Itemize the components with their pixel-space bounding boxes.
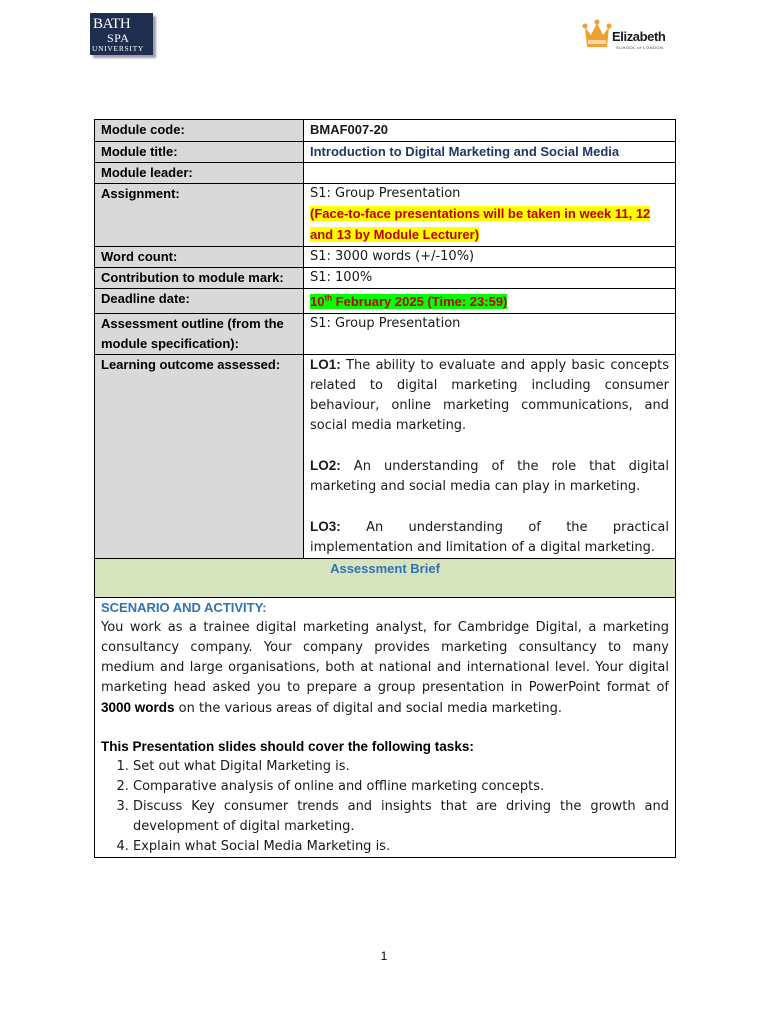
scenario-heading: SCENARIO AND ACTIVITY: <box>101 600 267 616</box>
table-row <box>95 120 676 142</box>
table-row <box>95 289 676 314</box>
deadline-label: Deadline date: <box>95 289 304 314</box>
elizabeth-school-logo <box>582 17 672 53</box>
learning-outcome-2 <box>310 456 669 497</box>
word-count-label: Word count: <box>95 247 304 268</box>
assignment-label: Assignment: <box>95 184 304 247</box>
table-row <box>95 559 676 598</box>
learning-outcome-label: Learning outcome assessed: <box>95 355 304 559</box>
module-code-value <box>304 120 676 142</box>
lo3-text: An understanding of the practical implementation and limitation of a digital marketing. <box>310 520 669 556</box>
crown-icon <box>582 17 612 51</box>
module-title-label: Module title: <box>95 142 304 163</box>
scenario-text-part-1: You work as a trainee digital marketing analyst, for Cambridge Digital, a marketing consultancy company. Your company provides marketing consultancy to many medium and large organisations, both at national and international level. Your digital marketing head asked you to prepare a group presentation in PowerPoint format of <box>101 620 669 696</box>
lo3-key: LO3: <box>310 519 341 535</box>
module-code-label: Module code: <box>95 120 304 142</box>
logo-text-university: UNIVERSITY <box>92 44 144 53</box>
scenario-text-part-2: on the various areas of digital and social media marketing. <box>174 701 563 717</box>
scenario-text <box>101 618 669 719</box>
table-row <box>95 247 676 268</box>
deadline-date <box>310 294 507 309</box>
deadline-value <box>304 289 676 314</box>
learning-outcome-3 <box>310 517 669 558</box>
deadline-ordinal: th <box>324 294 333 303</box>
deadline-rest: February 2025 (Time: 23:59) <box>332 294 508 310</box>
logo-text-bath: BATH <box>93 16 131 32</box>
assignment-value <box>304 184 676 247</box>
assessment-brief-body <box>95 598 676 858</box>
assessment-info-table <box>94 119 676 858</box>
learning-outcome-value <box>304 355 676 559</box>
lo1-key: LO1: <box>310 357 341 373</box>
page-number: 1 <box>380 949 388 963</box>
assignment-type: S1: Group Presentation <box>310 186 461 201</box>
table-row <box>95 314 676 355</box>
assignment-note: (Face-to-face presentations will be taken in week 11, 12 and 13 by Module Lecturer) <box>310 206 651 242</box>
bath-spa-university-logo <box>90 13 153 55</box>
module-title-value: Introduction to Digital Marketing and Social Media <box>304 142 676 163</box>
logo-text-elizabeth: Elizabeth <box>612 29 666 44</box>
deadline-day: 10 <box>310 294 325 310</box>
table-row <box>95 355 676 559</box>
table-row <box>95 598 676 858</box>
outline-label: Assessment outline (from the module specification): <box>95 314 304 355</box>
contribution-value: S1: 100% <box>304 268 676 289</box>
word-count-value: S1: 3000 words (+/-10%) <box>304 247 676 268</box>
table-row <box>95 268 676 289</box>
table-row <box>95 163 676 184</box>
list-item: 4. Explain what Social Media Marketing is. <box>133 837 669 857</box>
list-item: 2. Comparative analysis of online and offline marketing concepts. <box>133 777 669 797</box>
outline-value: S1: Group Presentation <box>304 314 676 355</box>
module-leader-label: Module leader: <box>95 163 304 184</box>
tasks-list <box>101 757 669 857</box>
table-row <box>95 184 676 247</box>
table-row <box>95 142 676 163</box>
lo2-key: LO2: <box>310 458 341 474</box>
module-code-text: BMAF007-20 <box>310 122 389 137</box>
learning-outcome-1 <box>310 355 669 436</box>
list-item: 3. Discuss Key consumer trends and insights that are driving the growth and development of digital marketing. <box>133 797 669 837</box>
scenario-word-count: 3000 words <box>101 700 175 716</box>
contribution-label: Contribution to module mark: <box>95 268 304 289</box>
tasks-heading: This Presentation slides should cover the following tasks: <box>101 739 474 755</box>
assessment-brief-header: Assessment Brief <box>95 559 676 598</box>
logo-text-spa: SPA <box>107 31 130 45</box>
lo2-text: An understanding of the role that digital marketing and social media can play in marketing. <box>310 459 669 495</box>
module-leader-value <box>304 163 676 184</box>
lo1-text: The ability to evaluate and apply basic concepts related to digital marketing including consumer behaviour, online marketing communications, and social media marketing. <box>310 358 669 434</box>
logo-text-school-of-london: SCHOOL of LONDON <box>616 45 664 50</box>
list-item: 1. Set out what Digital Marketing is. <box>133 757 669 777</box>
